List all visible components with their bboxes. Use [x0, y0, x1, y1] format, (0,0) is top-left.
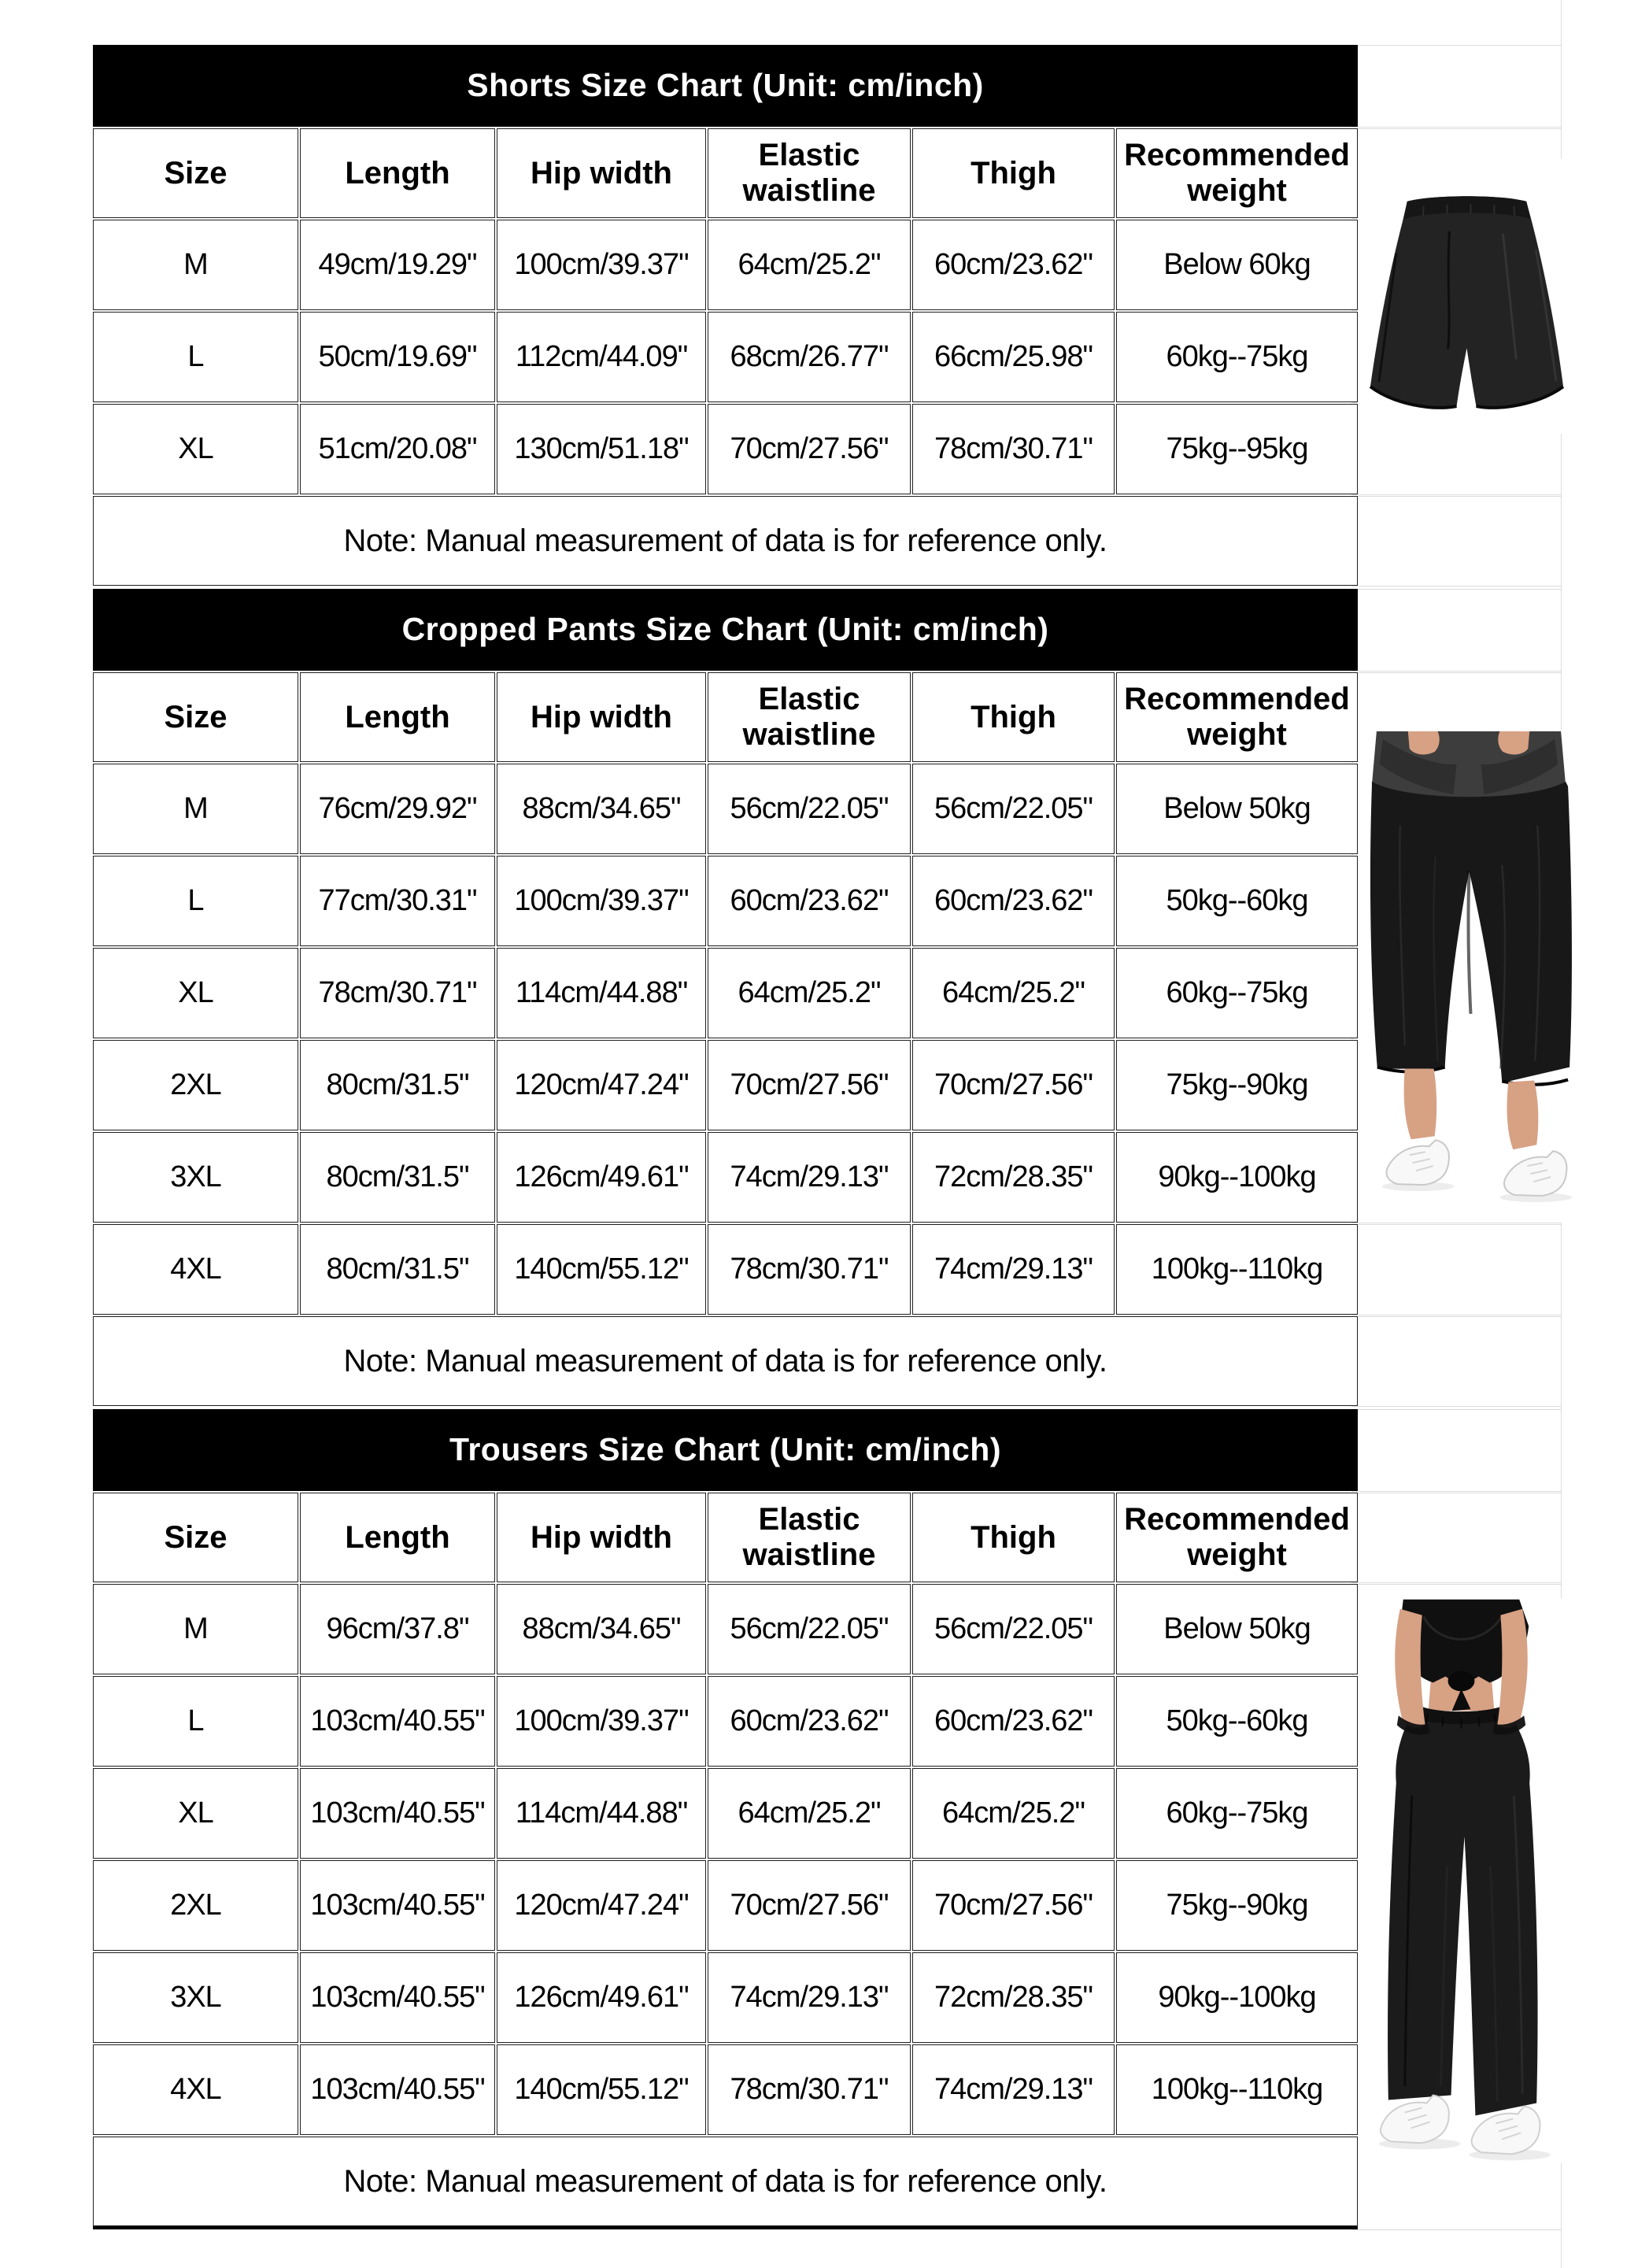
measurement-cell: 60cm/23.62" [912, 856, 1115, 946]
measurement-cell: 64cm/25.2" [912, 1768, 1115, 1859]
table-title: Trousers Size Chart (Unit: cm/inch) [93, 1409, 1358, 1491]
measurement-cell: 60cm/23.62" [708, 1676, 911, 1767]
measurement-cell: 103cm/40.55" [300, 2044, 495, 2135]
measurement-cell: 80cm/31.5" [300, 1040, 495, 1130]
column-header: Elastic waistline [708, 1493, 911, 1582]
horizontal-grid-line [1351, 496, 1561, 497]
measurement-cell: 60kg--75kg [1116, 948, 1358, 1038]
measurement-cell: 78cm/30.71" [708, 1224, 911, 1315]
measurement-cell: 70cm/27.56" [912, 1040, 1115, 1130]
measurement-cell: 100cm/39.37" [497, 220, 706, 310]
measurement-cell: 100kg--110kg [1116, 2044, 1358, 2135]
measurement-cell: 126cm/49.61" [497, 1132, 706, 1223]
horizontal-grid-line [1351, 1491, 1561, 1492]
measurement-cell: 50kg--60kg [1116, 1676, 1358, 1767]
measurement-cell: 60cm/23.62" [912, 1676, 1115, 1767]
measurement-cell: 70cm/27.56" [708, 1040, 911, 1130]
measurement-cell: Below 50kg [1116, 1584, 1358, 1674]
size-cell: XL [93, 404, 298, 494]
measurement-cell: 103cm/40.55" [300, 1860, 495, 1951]
measurement-cell: 75kg--95kg [1116, 404, 1358, 494]
column-header: Hip width [497, 1493, 706, 1582]
measurement-cell: 88cm/34.65" [497, 1584, 706, 1674]
measurement-cell: 114cm/44.88" [497, 948, 706, 1038]
measurement-cell: 112cm/44.09" [497, 312, 706, 402]
measurement-cell: 88cm/34.65" [497, 764, 706, 854]
measurement-cell: 100kg--110kg [1116, 1224, 1358, 1315]
measurement-cell: 60kg--75kg [1116, 1768, 1358, 1859]
measurement-cell: 56cm/22.05" [912, 764, 1115, 854]
measurement-cell: 75kg--90kg [1116, 1860, 1358, 1951]
size-chart-table-trousers [91, 1408, 1359, 2231]
size-cell: 2XL [93, 1040, 298, 1130]
measurement-cell: 103cm/40.55" [300, 1768, 495, 1859]
note-text: Note: Manual measurement of data is for reference only. [93, 1316, 1358, 1406]
column-header: Size [93, 128, 298, 218]
column-header: Length [300, 672, 495, 762]
horizontal-grid-line [1351, 589, 1561, 590]
column-header: Length [300, 128, 495, 218]
measurement-cell: 130cm/51.18" [497, 404, 706, 494]
measurement-cell: 60cm/23.62" [708, 856, 911, 946]
measurement-cell: 100cm/39.37" [497, 856, 706, 946]
table-title: Cropped Pants Size Chart (Unit: cm/inch) [93, 589, 1358, 671]
size-cell: 3XL [93, 1952, 298, 2043]
measurement-cell: 70cm/27.56" [708, 404, 911, 494]
measurement-cell: 64cm/25.2" [912, 948, 1115, 1038]
measurement-cell: 80cm/31.5" [300, 1132, 495, 1223]
measurement-cell: 100cm/39.37" [497, 1676, 706, 1767]
horizontal-grid-line [1351, 1316, 1561, 1317]
measurement-cell: 140cm/55.12" [497, 1224, 706, 1315]
cropped-pants-product-image [1353, 731, 1584, 1223]
size-chart-table-cropped-pants [91, 587, 1359, 1408]
column-header: Thigh [912, 128, 1115, 218]
size-cell: 4XL [93, 2044, 298, 2135]
size-cell: M [93, 220, 298, 310]
measurement-cell: 74cm/29.13" [912, 1224, 1115, 1315]
size-cell: 3XL [93, 1132, 298, 1223]
measurement-cell: 70cm/27.56" [912, 1860, 1115, 1951]
horizontal-grid-line [1351, 1406, 1561, 1407]
note-text: Note: Manual measurement of data is for reference only. [93, 2137, 1358, 2229]
horizontal-grid-line [1351, 1224, 1561, 1225]
cropped-pants-illustration [1353, 731, 1584, 1223]
measurement-cell: 50kg--60kg [1116, 856, 1358, 946]
measurement-cell: 56cm/22.05" [708, 1584, 911, 1674]
horizontal-grid-line [1351, 494, 1561, 495]
size-chart-table-shorts [91, 43, 1359, 587]
horizontal-grid-line [1351, 671, 1561, 672]
table-title: Shorts Size Chart (Unit: cm/inch) [93, 45, 1358, 127]
measurement-cell: 103cm/40.55" [300, 1952, 495, 2043]
column-header: Recommended weight [1116, 1493, 1358, 1582]
column-header: Size [93, 672, 298, 762]
measurement-cell: 64cm/25.2" [708, 220, 911, 310]
measurement-cell: Below 50kg [1116, 764, 1358, 854]
column-header: Elastic waistline [708, 128, 911, 218]
measurement-cell: 56cm/22.05" [912, 1584, 1115, 1674]
measurement-cell: Below 60kg [1116, 220, 1358, 310]
trousers-illustration [1353, 1599, 1570, 2163]
horizontal-grid-line [1351, 1409, 1561, 1410]
size-cell: XL [93, 948, 298, 1038]
measurement-cell: 49cm/19.29" [300, 220, 495, 310]
horizontal-grid-line [1351, 128, 1561, 129]
horizontal-grid-line [1351, 1582, 1561, 1583]
measurement-cell: 114cm/44.88" [497, 1768, 706, 1859]
measurement-cell: 51cm/20.08" [300, 404, 495, 494]
column-header: Size [93, 1493, 298, 1582]
measurement-cell: 60kg--75kg [1116, 312, 1358, 402]
measurement-cell: 64cm/25.2" [708, 1768, 911, 1859]
column-header: Thigh [912, 1493, 1115, 1582]
size-cell: M [93, 1584, 298, 1674]
measurement-cell: 78cm/30.71" [300, 948, 495, 1038]
column-header: Hip width [497, 128, 706, 218]
size-cell: L [93, 856, 298, 946]
measurement-cell: 90kg--100kg [1116, 1952, 1358, 2043]
measurement-cell: 50cm/19.69" [300, 312, 495, 402]
column-header: Hip width [497, 672, 706, 762]
size-cell: L [93, 1676, 298, 1767]
column-header: Recommended weight [1116, 128, 1358, 218]
measurement-cell: 66cm/25.98" [912, 312, 1115, 402]
measurement-cell: 90kg--100kg [1116, 1132, 1358, 1223]
column-header: Thigh [912, 672, 1115, 762]
measurement-cell: 75kg--90kg [1116, 1040, 1358, 1130]
shorts-illustration [1357, 159, 1577, 434]
note-text: Note: Manual measurement of data is for reference only. [93, 496, 1358, 586]
measurement-cell: 56cm/22.05" [708, 764, 911, 854]
measurement-cell: 68cm/26.77" [708, 312, 911, 402]
measurement-cell: 74cm/29.13" [912, 2044, 1115, 2135]
measurement-cell: 96cm/37.8" [300, 1584, 495, 1674]
measurement-cell: 103cm/40.55" [300, 1676, 495, 1767]
column-header: Elastic waistline [708, 672, 911, 762]
measurement-cell: 74cm/29.13" [708, 1952, 911, 2043]
measurement-cell: 78cm/30.71" [708, 2044, 911, 2135]
horizontal-grid-line [1351, 2229, 1561, 2230]
measurement-cell: 60cm/23.62" [912, 220, 1115, 310]
measurement-cell: 140cm/55.12" [497, 2044, 706, 2135]
shorts-product-image [1357, 159, 1577, 434]
horizontal-grid-line [1351, 1584, 1561, 1585]
measurement-cell: 74cm/29.13" [708, 1132, 911, 1223]
measurement-cell: 77cm/30.31" [300, 856, 495, 946]
horizontal-grid-line [1351, 127, 1561, 128]
measurement-cell: 64cm/25.2" [708, 948, 911, 1038]
measurement-cell: 78cm/30.71" [912, 404, 1115, 494]
measurement-cell: 120cm/47.24" [497, 1860, 706, 1951]
size-cell: 2XL [93, 1860, 298, 1951]
size-cell: L [93, 312, 298, 402]
size-cell: M [93, 764, 298, 854]
measurement-cell: 126cm/49.61" [497, 1952, 706, 2043]
measurement-cell: 80cm/31.5" [300, 1224, 495, 1315]
size-charts-region [91, 43, 1348, 2231]
size-cell: 4XL [93, 1224, 298, 1315]
measurement-cell: 120cm/47.24" [497, 1040, 706, 1130]
measurement-cell: 76cm/29.92" [300, 764, 495, 854]
measurement-cell: 72cm/28.35" [912, 1132, 1115, 1223]
column-header: Recommended weight [1116, 672, 1358, 762]
measurement-cell: 72cm/28.35" [912, 1952, 1115, 2043]
column-header: Length [300, 1493, 495, 1582]
horizontal-grid-line [1351, 45, 1561, 46]
trousers-product-image [1353, 1599, 1570, 2163]
horizontal-grid-line [1351, 672, 1561, 673]
size-cell: XL [93, 1768, 298, 1859]
measurement-cell: 70cm/27.56" [708, 1860, 911, 1951]
